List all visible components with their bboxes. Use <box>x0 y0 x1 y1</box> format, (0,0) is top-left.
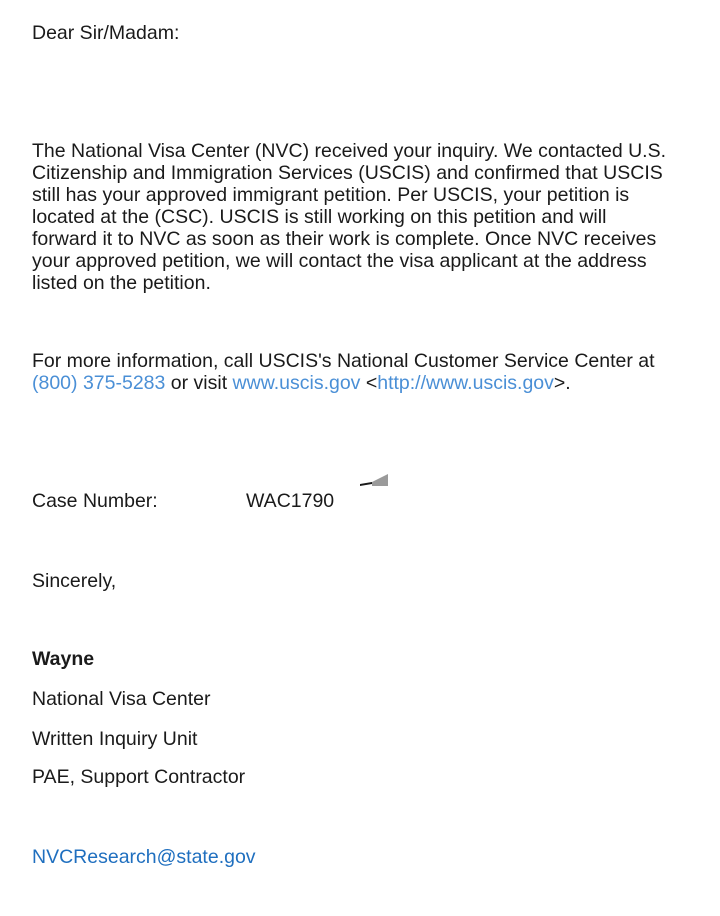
closing: Sincerely, <box>32 570 117 592</box>
signature-org: National Visa Center <box>32 688 211 710</box>
paragraph-line: forward it to NVC as soon as their work is complete. Once NVC receives <box>32 228 657 250</box>
paragraph-line: your approved petition, we will contact the visa applicant at the address <box>32 250 647 272</box>
info-line: For more information, call USCIS's National Customer Service Center at <box>32 350 655 372</box>
bracket-close-text: >. <box>553 372 571 394</box>
paragraph-line: listed on the petition. <box>32 272 211 294</box>
inquiry-paragraph <box>32 140 692 294</box>
signature-unit: Written Inquiry Unit <box>32 728 198 750</box>
redaction-mark-icon <box>358 472 392 496</box>
case-number-value: WAC1790 <box>246 490 345 512</box>
uscis-url-link[interactable]: http://www.uscis.gov <box>377 372 554 394</box>
paragraph-line: Citizenship and Immigration Services (USCIS) and confirmed that USCIS <box>32 162 663 184</box>
case-number-label: Case Number: <box>32 490 158 512</box>
case-number-row <box>32 490 432 514</box>
phone-link[interactable]: (800) 375-5283 <box>32 372 166 394</box>
paragraph-line: The National Visa Center (NVC) received your inquiry. We contacted U.S. <box>32 140 667 162</box>
info-paragraph <box>32 350 692 394</box>
info-links-line <box>32 372 692 394</box>
uscis-site-link[interactable]: www.uscis.gov <box>232 372 361 394</box>
or-visit-text: or visit <box>165 372 233 394</box>
email-link[interactable]: NVCResearch@state.gov <box>32 846 256 868</box>
signature-contractor: PAE, Support Contractor <box>32 766 246 788</box>
signature-name: Wayne <box>32 648 95 670</box>
greeting: Dear Sir/Madam: <box>32 22 180 44</box>
paragraph-line: located at the (CSC). USCIS is still working on this petition and will <box>32 206 607 228</box>
paragraph-line: still has your approved immigrant petition. Per USCIS, your petition is <box>32 184 630 206</box>
bracket-open-text: < <box>360 372 378 394</box>
